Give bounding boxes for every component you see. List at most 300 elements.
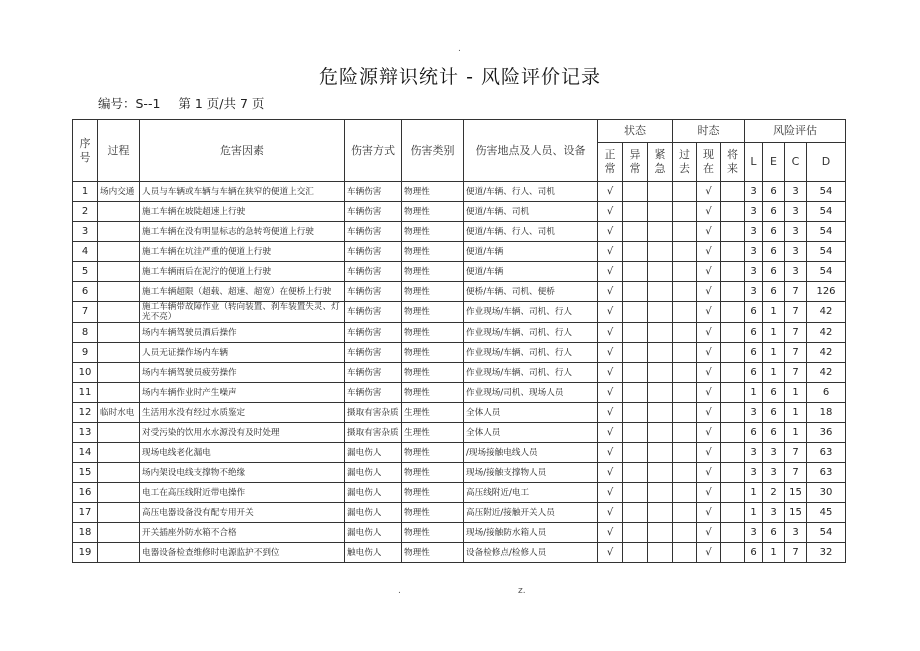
col-state-emergency: 紧急 xyxy=(648,143,673,182)
row-hazard: 施工车辆在没有明显标志的急转弯便道上行驶 xyxy=(140,222,345,242)
col-state-abnormal: 异常 xyxy=(623,143,648,182)
row-tense-past xyxy=(673,383,697,403)
row-tense-past xyxy=(673,443,697,463)
row-tense-past xyxy=(673,202,697,222)
row-e: 6 xyxy=(763,523,785,543)
row-category: 物理性 xyxy=(402,182,464,202)
row-state-emergency xyxy=(648,242,673,262)
row-category: 物理性 xyxy=(402,323,464,343)
row-process xyxy=(98,543,140,563)
row-seq: 15 xyxy=(73,463,98,483)
row-d: 18 xyxy=(807,403,846,423)
row-harm: 车辆伤害 xyxy=(345,323,402,343)
col-tense-future: 将来 xyxy=(721,143,745,182)
row-c: 7 xyxy=(785,343,807,363)
row-state-abnormal xyxy=(623,262,648,282)
row-tense-present: √ xyxy=(697,523,721,543)
row-e: 6 xyxy=(763,423,785,443)
row-process xyxy=(98,483,140,503)
row-seq: 4 xyxy=(73,242,98,262)
row-location: 全体人员 xyxy=(464,403,598,423)
row-state-abnormal xyxy=(623,503,648,523)
row-state-normal: √ xyxy=(598,483,623,503)
row-e: 3 xyxy=(763,503,785,523)
row-tense-present: √ xyxy=(697,423,721,443)
row-harm: 车辆伤害 xyxy=(345,282,402,302)
row-c: 3 xyxy=(785,242,807,262)
row-state-normal: √ xyxy=(598,463,623,483)
row-process xyxy=(98,323,140,343)
row-l: 6 xyxy=(745,423,763,443)
col-category: 伤害类别 xyxy=(402,120,464,182)
row-location: 设备检修点/检修人员 xyxy=(464,543,598,563)
table-row xyxy=(73,403,846,423)
row-tense-future xyxy=(721,182,745,202)
row-c: 7 xyxy=(785,363,807,383)
row-state-abnormal xyxy=(623,463,648,483)
row-state-emergency xyxy=(648,483,673,503)
row-tense-past xyxy=(673,302,697,323)
row-tense-present: √ xyxy=(697,182,721,202)
row-hazard: 场内车辆驾驶员酒后操作 xyxy=(140,323,345,343)
row-l: 3 xyxy=(745,443,763,463)
table-row xyxy=(73,262,846,282)
row-state-abnormal xyxy=(623,182,648,202)
row-seq: 18 xyxy=(73,523,98,543)
risk-table xyxy=(72,119,846,563)
footer-dot: . xyxy=(398,586,401,596)
row-tense-future xyxy=(721,343,745,363)
row-tense-present: √ xyxy=(697,323,721,343)
row-hazard: 高压电器设备没有配专用开关 xyxy=(140,503,345,523)
col-state-normal: 正常 xyxy=(598,143,623,182)
row-location: 现场/接触防水箱人员 xyxy=(464,523,598,543)
row-harm: 摄取有害杂质 xyxy=(345,423,402,443)
row-state-normal: √ xyxy=(598,182,623,202)
col-hazard: 危害因素 xyxy=(140,120,345,182)
row-seq: 19 xyxy=(73,543,98,563)
row-state-emergency xyxy=(648,302,673,323)
row-harm: 车辆伤害 xyxy=(345,383,402,403)
table-row xyxy=(73,543,846,563)
row-seq: 1 xyxy=(73,182,98,202)
row-c: 7 xyxy=(785,543,807,563)
row-state-abnormal xyxy=(623,343,648,363)
col-tense-present: 现在 xyxy=(697,143,721,182)
row-l: 3 xyxy=(745,262,763,282)
row-hazard: 人员与车辆或车辆与车辆在狭窄的便道上交汇 xyxy=(140,182,345,202)
row-state-abnormal xyxy=(623,383,648,403)
row-category: 物理性 xyxy=(402,343,464,363)
row-hazard: 场内架设电线支撑物不绝缘 xyxy=(140,463,345,483)
row-state-normal: √ xyxy=(598,423,623,443)
row-category: 生理性 xyxy=(402,403,464,423)
col-seq: 序号 xyxy=(73,120,98,182)
row-tense-present: √ xyxy=(697,403,721,423)
row-c: 3 xyxy=(785,262,807,282)
row-tense-past xyxy=(673,182,697,202)
row-tense-past xyxy=(673,343,697,363)
row-hazard: 人员无证操作场内车辆 xyxy=(140,343,345,363)
row-process xyxy=(98,222,140,242)
row-hazard: 电工在高压线附近带电操作 xyxy=(140,483,345,503)
table-row xyxy=(73,483,846,503)
row-hazard: 施工车辆在坡陡超速上行驶 xyxy=(140,202,345,222)
row-tense-present: √ xyxy=(697,222,721,242)
document-code: 编号：S--1 xyxy=(98,96,161,111)
row-state-emergency xyxy=(648,383,673,403)
row-d: 126 xyxy=(807,282,846,302)
row-tense-past xyxy=(673,483,697,503)
col-risk: 风险评估 xyxy=(745,120,846,143)
row-state-abnormal xyxy=(623,202,648,222)
row-location: /现场接触电线人员 xyxy=(464,443,598,463)
row-l: 3 xyxy=(745,242,763,262)
row-seq: 12 xyxy=(73,403,98,423)
table-row xyxy=(73,463,846,483)
table-row xyxy=(73,523,846,543)
row-process: 临时水电 xyxy=(98,403,140,423)
row-location: 便道/车辆、行人、司机 xyxy=(464,182,598,202)
row-tense-past xyxy=(673,503,697,523)
row-tense-future xyxy=(721,543,745,563)
row-hazard: 开关插座外防水箱不合格 xyxy=(140,523,345,543)
row-state-normal: √ xyxy=(598,222,623,242)
row-l: 3 xyxy=(745,222,763,242)
row-d: 42 xyxy=(807,323,846,343)
row-seq: 7 xyxy=(73,302,98,323)
row-tense-past xyxy=(673,463,697,483)
col-harm: 伤害方式 xyxy=(345,120,402,182)
row-category: 物理性 xyxy=(402,503,464,523)
row-d: 54 xyxy=(807,182,846,202)
row-e: 6 xyxy=(763,282,785,302)
row-state-abnormal xyxy=(623,242,648,262)
row-location: 便道/车辆 xyxy=(464,262,598,282)
col-d: D xyxy=(807,143,846,182)
row-location: 作业现场/车辆、司机、行人 xyxy=(464,323,598,343)
row-tense-present: √ xyxy=(697,302,721,323)
row-tense-present: √ xyxy=(697,503,721,523)
row-d: 42 xyxy=(807,343,846,363)
row-category: 物理性 xyxy=(402,242,464,262)
row-d: 30 xyxy=(807,483,846,503)
page-title: 危险源辩识统计 - 风险评价记录 xyxy=(319,66,601,88)
row-seq: 3 xyxy=(73,222,98,242)
row-e: 1 xyxy=(763,343,785,363)
row-e: 6 xyxy=(763,202,785,222)
table-row xyxy=(73,443,846,463)
col-l: L xyxy=(745,143,763,182)
row-harm: 车辆伤害 xyxy=(345,182,402,202)
row-tense-present: √ xyxy=(697,343,721,363)
row-c: 3 xyxy=(785,222,807,242)
row-location: 作业现场/车辆、司机、行人 xyxy=(464,363,598,383)
row-l: 3 xyxy=(745,202,763,222)
row-category: 物理性 xyxy=(402,463,464,483)
row-state-abnormal xyxy=(623,543,648,563)
row-process xyxy=(98,282,140,302)
row-c: 1 xyxy=(785,383,807,403)
row-state-normal: √ xyxy=(598,242,623,262)
table-row xyxy=(73,323,846,343)
row-tense-past xyxy=(673,403,697,423)
row-c: 7 xyxy=(785,302,807,323)
row-l: 1 xyxy=(745,503,763,523)
row-seq: 16 xyxy=(73,483,98,503)
row-e: 6 xyxy=(763,403,785,423)
table-row xyxy=(73,383,846,403)
row-harm: 车辆伤害 xyxy=(345,343,402,363)
row-l: 6 xyxy=(745,363,763,383)
row-process xyxy=(98,503,140,523)
row-seq: 2 xyxy=(73,202,98,222)
row-category: 物理性 xyxy=(402,483,464,503)
row-harm: 漏电伤人 xyxy=(345,463,402,483)
row-harm: 漏电伤人 xyxy=(345,523,402,543)
row-seq: 6 xyxy=(73,282,98,302)
row-hazard: 场内车辆驾驶员疲劳操作 xyxy=(140,363,345,383)
row-location: 便道/车辆、行人、司机 xyxy=(464,222,598,242)
row-c: 1 xyxy=(785,403,807,423)
row-state-abnormal xyxy=(623,282,648,302)
row-d: 6 xyxy=(807,383,846,403)
row-c: 3 xyxy=(785,182,807,202)
table-row xyxy=(73,423,846,443)
row-seq: 14 xyxy=(73,443,98,463)
row-harm: 车辆伤害 xyxy=(345,262,402,282)
row-state-normal: √ xyxy=(598,383,623,403)
row-category: 物理性 xyxy=(402,543,464,563)
row-e: 6 xyxy=(763,262,785,282)
row-category: 物理性 xyxy=(402,302,464,323)
row-tense-future xyxy=(721,383,745,403)
row-state-abnormal xyxy=(623,423,648,443)
row-d: 45 xyxy=(807,503,846,523)
row-state-emergency xyxy=(648,503,673,523)
row-c: 15 xyxy=(785,503,807,523)
row-state-abnormal xyxy=(623,403,648,423)
row-state-abnormal xyxy=(623,222,648,242)
row-d: 63 xyxy=(807,443,846,463)
row-category: 物理性 xyxy=(402,363,464,383)
row-tense-future xyxy=(721,503,745,523)
row-tense-past xyxy=(673,222,697,242)
row-process: 场内交通 xyxy=(98,182,140,202)
row-tense-past xyxy=(673,423,697,443)
row-process xyxy=(98,262,140,282)
row-c: 3 xyxy=(785,523,807,543)
row-hazard: 现场电线老化漏电 xyxy=(140,443,345,463)
table-row xyxy=(73,202,846,222)
row-harm: 触电伤人 xyxy=(345,543,402,563)
row-e: 1 xyxy=(763,363,785,383)
row-e: 6 xyxy=(763,222,785,242)
row-hazard: 电器设备检查维修时电源监护不到位 xyxy=(140,543,345,563)
row-state-normal: √ xyxy=(598,363,623,383)
row-tense-past xyxy=(673,323,697,343)
row-seq: 5 xyxy=(73,262,98,282)
row-c: 15 xyxy=(785,483,807,503)
row-state-emergency xyxy=(648,202,673,222)
row-tense-future xyxy=(721,523,745,543)
row-l: 3 xyxy=(745,182,763,202)
row-c: 7 xyxy=(785,463,807,483)
table-row xyxy=(73,182,846,202)
row-l: 3 xyxy=(745,403,763,423)
row-process xyxy=(98,463,140,483)
row-tense-future xyxy=(721,202,745,222)
row-d: 32 xyxy=(807,543,846,563)
row-tense-future xyxy=(721,463,745,483)
col-tense: 时态 xyxy=(673,120,745,143)
row-tense-future xyxy=(721,363,745,383)
row-harm: 漏电伤人 xyxy=(345,443,402,463)
row-tense-future xyxy=(721,302,745,323)
table-row xyxy=(73,363,846,383)
row-tense-present: √ xyxy=(697,363,721,383)
row-process xyxy=(98,202,140,222)
row-state-abnormal xyxy=(623,302,648,323)
row-d: 42 xyxy=(807,363,846,383)
row-tense-present: √ xyxy=(697,483,721,503)
row-location: 作业现场/司机、现场人员 xyxy=(464,383,598,403)
row-state-normal: √ xyxy=(598,302,623,323)
row-l: 1 xyxy=(745,383,763,403)
row-seq: 13 xyxy=(73,423,98,443)
row-location: 作业现场/车辆、司机、行人 xyxy=(464,343,598,363)
row-state-emergency xyxy=(648,182,673,202)
row-tense-future xyxy=(721,483,745,503)
row-seq: 8 xyxy=(73,323,98,343)
row-harm: 车辆伤害 xyxy=(345,202,402,222)
row-state-abnormal xyxy=(623,363,648,383)
row-state-emergency xyxy=(648,363,673,383)
row-l: 3 xyxy=(745,463,763,483)
document-meta xyxy=(98,94,278,112)
row-state-normal: √ xyxy=(598,262,623,282)
row-state-emergency xyxy=(648,282,673,302)
row-harm: 车辆伤害 xyxy=(345,242,402,262)
header-dot: . xyxy=(458,44,461,54)
row-state-emergency xyxy=(648,343,673,363)
row-seq: 17 xyxy=(73,503,98,523)
row-tense-past xyxy=(673,282,697,302)
row-process xyxy=(98,383,140,403)
row-state-emergency xyxy=(648,423,673,443)
row-process xyxy=(98,302,140,323)
table-row xyxy=(73,503,846,523)
row-tense-present: √ xyxy=(697,443,721,463)
row-state-normal: √ xyxy=(598,202,623,222)
row-l: 6 xyxy=(745,343,763,363)
row-e: 6 xyxy=(763,242,785,262)
row-d: 36 xyxy=(807,423,846,443)
row-e: 2 xyxy=(763,483,785,503)
row-tense-future xyxy=(721,242,745,262)
row-seq: 11 xyxy=(73,383,98,403)
row-location: 全体人员 xyxy=(464,423,598,443)
row-seq: 9 xyxy=(73,343,98,363)
row-c: 3 xyxy=(785,202,807,222)
row-category: 物理性 xyxy=(402,262,464,282)
row-category: 物理性 xyxy=(402,222,464,242)
row-tense-present: √ xyxy=(697,202,721,222)
row-category: 物理性 xyxy=(402,202,464,222)
row-e: 1 xyxy=(763,323,785,343)
row-tense-future xyxy=(721,423,745,443)
col-location: 伤害地点及人员、设备 xyxy=(464,120,598,182)
row-tense-past xyxy=(673,523,697,543)
row-tense-past xyxy=(673,363,697,383)
row-l: 3 xyxy=(745,523,763,543)
row-category: 物理性 xyxy=(402,282,464,302)
row-tense-future xyxy=(721,403,745,423)
row-harm: 车辆伤害 xyxy=(345,222,402,242)
col-process: 过程 xyxy=(98,120,140,182)
row-state-emergency xyxy=(648,523,673,543)
row-tense-present: √ xyxy=(697,262,721,282)
col-tense-past: 过去 xyxy=(673,143,697,182)
row-location: 现场/接触支撑物人员 xyxy=(464,463,598,483)
row-d: 42 xyxy=(807,302,846,323)
row-tense-future xyxy=(721,222,745,242)
row-hazard: 施工车辆带故障作业（转向装置、刹车装置失灵、灯光不亮） xyxy=(140,302,345,323)
row-state-emergency xyxy=(648,222,673,242)
row-state-emergency xyxy=(648,323,673,343)
row-state-normal: √ xyxy=(598,523,623,543)
row-e: 3 xyxy=(763,443,785,463)
row-process xyxy=(98,242,140,262)
row-process xyxy=(98,363,140,383)
row-category: 生理性 xyxy=(402,423,464,443)
row-hazard: 场内车辆作业时产生噪声 xyxy=(140,383,345,403)
row-l: 1 xyxy=(745,483,763,503)
row-state-emergency xyxy=(648,443,673,463)
table-row xyxy=(73,222,846,242)
row-tense-present: √ xyxy=(697,543,721,563)
row-state-normal: √ xyxy=(598,403,623,423)
table-row xyxy=(73,282,846,302)
row-state-normal: √ xyxy=(598,443,623,463)
row-process xyxy=(98,523,140,543)
row-tense-future xyxy=(721,443,745,463)
row-e: 6 xyxy=(763,383,785,403)
row-state-emergency xyxy=(648,543,673,563)
row-d: 54 xyxy=(807,262,846,282)
row-d: 54 xyxy=(807,222,846,242)
row-state-normal: √ xyxy=(598,503,623,523)
row-l: 6 xyxy=(745,543,763,563)
row-state-abnormal xyxy=(623,323,648,343)
row-tense-present: √ xyxy=(697,282,721,302)
row-harm: 车辆伤害 xyxy=(345,302,402,323)
row-tense-present: √ xyxy=(697,463,721,483)
row-tense-past xyxy=(673,242,697,262)
col-c: C xyxy=(785,143,807,182)
row-l: 6 xyxy=(745,323,763,343)
row-tense-present: √ xyxy=(697,242,721,262)
row-state-abnormal xyxy=(623,483,648,503)
row-d: 54 xyxy=(807,523,846,543)
row-tense-present: √ xyxy=(697,383,721,403)
page-indicator: 第 1 页/共 7 页 xyxy=(178,96,265,111)
row-hazard: 施工车辆雨后在泥泞的便道上行驶 xyxy=(140,262,345,282)
row-l: 3 xyxy=(745,282,763,302)
row-harm: 车辆伤害 xyxy=(345,363,402,383)
row-e: 3 xyxy=(763,463,785,483)
row-hazard: 对受污染的饮用水水源没有及时处理 xyxy=(140,423,345,443)
